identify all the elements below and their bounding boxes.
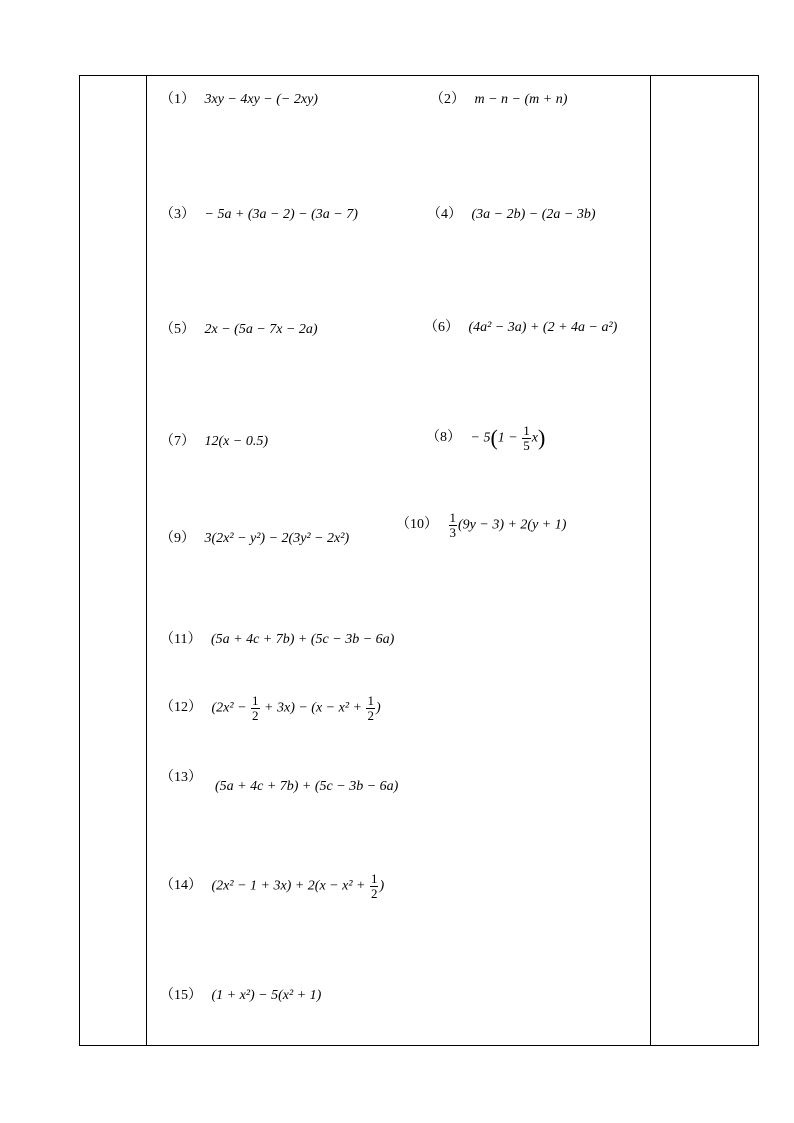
problem-15: （15） (1 + x²) − 5(x² + 1)	[160, 988, 322, 1003]
problem-14: （14） (2x² − 1 + 3x) + 2(x − x² + $\frac{1}{2}$ )	[160, 871, 385, 901]
fraction-one-fifth: $\frac{1}{5}$	[523, 423, 530, 453]
fraction-one-half-b: $\frac{1}{2}$	[367, 693, 374, 723]
column-divider-right	[650, 76, 651, 1045]
problem-9: （9） 3(2x² − y²) − 2(3y² − 2x²)	[160, 531, 350, 546]
problem-6: （6） (4a² − 3a) + (2 + 4a − a²)	[424, 320, 618, 335]
fraction-one-half-c: $\frac{1}{2}$	[370, 871, 378, 901]
problem-1: （1） 3xy − 4xy − (− 2xy)	[160, 92, 318, 107]
problem-11: （11） (5a + 4c + 7b) + (5c − 3b − 6a)	[160, 632, 395, 647]
problem-12: （12） (2x² − $\frac{1}{2}$ + 3x) − (x − x² + $\frac{1}{2}$ )	[160, 693, 381, 723]
problem-7: （7） 12(x − 0.5)	[160, 434, 268, 449]
problem-10: （10） $\frac{1}{3}$ (9y − 3) + 2(y + 1)	[396, 510, 567, 540]
problem-4: （4） (3a − 2b) − (2a − 3b)	[427, 207, 596, 222]
fraction-one-third: $\frac{1}{3}$	[449, 510, 456, 540]
problem-5: （5） 2x − (5a − 7x − 2a)	[160, 322, 318, 337]
problem-3: （3） − 5a + (3a − 2) − (3a − 7)	[160, 207, 358, 222]
column-divider-left	[146, 76, 147, 1045]
problem-13: (5a + 4c + 7b) + (5c − 3b − 6a)	[215, 779, 399, 794]
fraction-one-half-a: $\frac{1}{2}$	[252, 693, 259, 723]
problem-13-label: （13）	[160, 770, 202, 785]
problem-2: （2） m − n − (m + n)	[430, 92, 568, 107]
problem-8: （8） − 5(1 − $\frac{1}{5}$ x)	[426, 423, 546, 453]
